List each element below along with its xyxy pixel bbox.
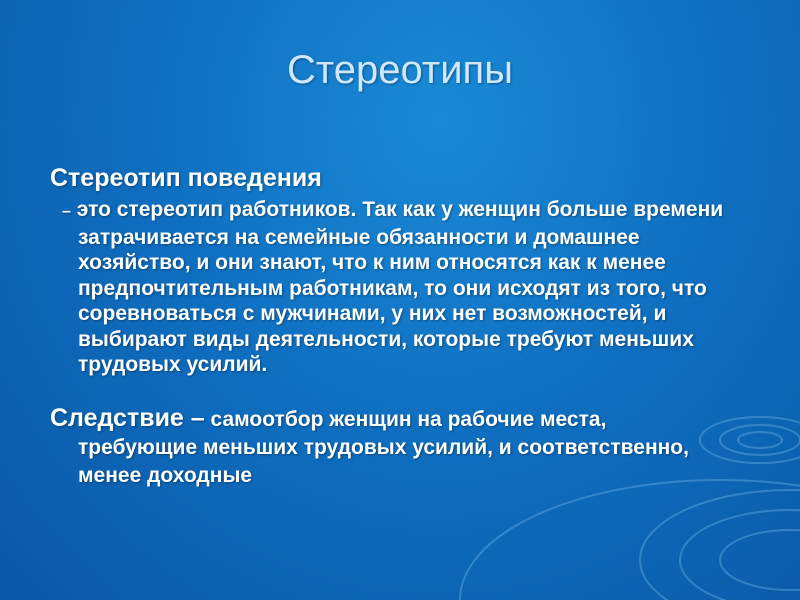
behavior-stereotype-heading: Стереотип поведения: [50, 164, 322, 192]
behavior-stereotype-description: это стереотип работников. Так как у женщин больше времени затрачивается на семейные обязанности и домашнее хозяйство, и они знают, что к ним относятся как к менее предпочтительным работникам, то они исходят из того, что соревноваться с мужчинами, у них нет возможностей, и выбирают виды деятельности, которые требуют меньших трудовых усилий.: [76, 198, 724, 376]
consequence-block: [50, 404, 770, 490]
consequence-text: самоотбор женщин на рабочие места, требующие меньших трудовых усилий, и соответственно, менее доходные: [78, 407, 689, 487]
behavior-stereotype-text: [50, 197, 743, 378]
consequence-label: Следствие –: [50, 403, 205, 432]
consequence-paragraph: [50, 404, 718, 490]
slide-content: [50, 163, 770, 490]
behavior-stereotype-block: [50, 163, 770, 378]
dash-marker: –: [62, 203, 71, 220]
slide-title: Стереотипы: [287, 48, 513, 92]
